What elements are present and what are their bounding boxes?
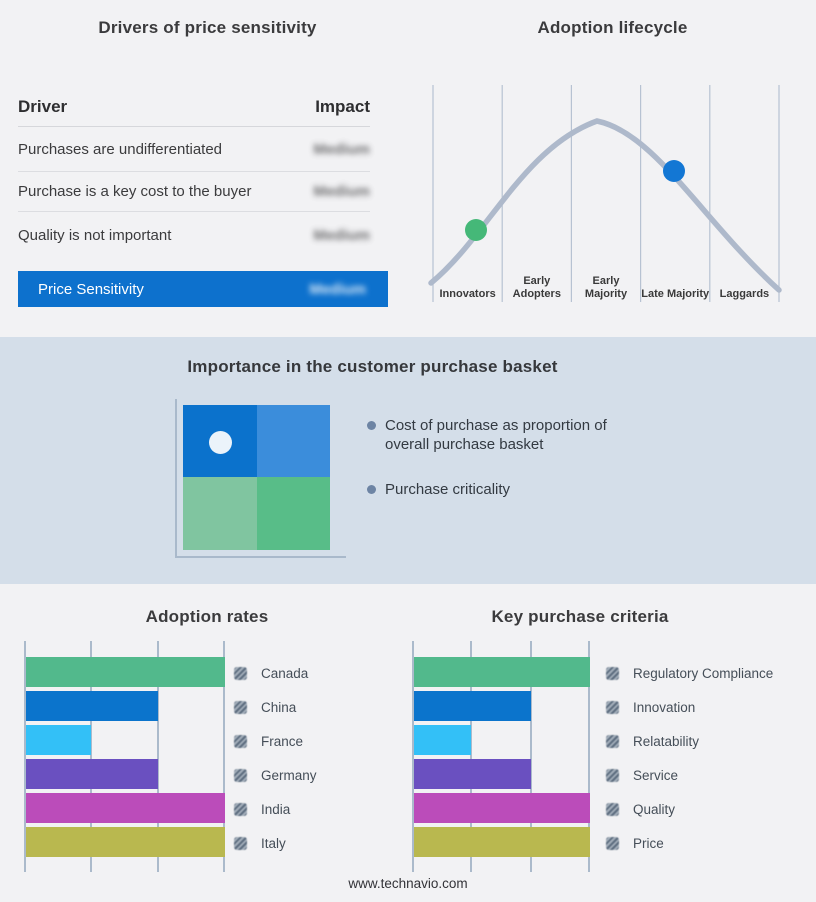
bullet-marker-icon xyxy=(367,421,376,430)
legend-label: India xyxy=(261,801,291,817)
bullet-item xyxy=(367,416,647,454)
bar-china xyxy=(26,691,158,721)
stage-label: Laggards xyxy=(719,288,770,301)
matrix-position-dot xyxy=(209,431,232,454)
matrix-quadrant-bottom-left xyxy=(183,477,257,550)
legend-item xyxy=(234,724,317,758)
legend-item xyxy=(606,758,773,792)
column-driver: Driver xyxy=(18,97,68,116)
lifecycle-panel-title: Adoption lifecycle xyxy=(537,18,688,37)
driver-row xyxy=(18,172,370,212)
legend-swatch-redacted-icon xyxy=(606,837,619,850)
basket-panel-title: Importance in the customer purchase basket xyxy=(187,357,558,376)
driver-cell: Purchase is a key cost to the buyer xyxy=(18,183,252,200)
bullet-marker-icon xyxy=(367,485,376,494)
website-url: www.technavio.com xyxy=(348,876,468,891)
purchase-basket-matrix xyxy=(183,405,330,550)
legend-label: Canada xyxy=(261,665,309,681)
bar-germany xyxy=(26,759,158,789)
innovators-marker-dot xyxy=(465,219,487,241)
matrix-quadrant-bottom-right xyxy=(257,477,330,550)
stage-label: Late Majority xyxy=(641,288,710,301)
legend-swatch-redacted-icon xyxy=(606,803,619,816)
legend-swatch-redacted-icon xyxy=(234,667,247,680)
stage-label: Early Adopters xyxy=(512,274,561,301)
bullet-text: Purchase criticality xyxy=(385,481,511,499)
legend-item xyxy=(606,826,773,860)
legend-item xyxy=(606,724,773,758)
drivers-panel-title: Drivers of price sensitivity xyxy=(98,18,317,37)
legend-label: Regulatory Compliance xyxy=(633,665,774,681)
bar-price xyxy=(414,827,590,857)
bar-india xyxy=(26,793,225,823)
matrix-axis-vertical xyxy=(175,399,177,558)
price-sensitivity-row xyxy=(18,271,388,307)
bell-curve xyxy=(431,121,779,290)
driver-row xyxy=(18,212,370,259)
legend-swatch-redacted-icon xyxy=(606,701,619,714)
key-purchase-criteria-plot xyxy=(412,641,590,872)
legend-swatch-redacted-icon xyxy=(234,803,247,816)
lifecycle-stage-labels xyxy=(433,272,779,302)
legend-swatch-redacted-icon xyxy=(606,735,619,748)
legend-item xyxy=(234,758,317,792)
matrix-quadrant-top-right xyxy=(257,405,330,477)
stage-label: Innovators xyxy=(439,288,496,301)
legend-item xyxy=(606,792,773,826)
late-majority-marker-dot xyxy=(663,160,685,182)
key-purchase-criteria-title: Key purchase criteria xyxy=(491,607,669,626)
price-sensitivity-impact-redacted: Medium xyxy=(309,280,366,298)
bullet-text: Cost of purchase as proportion of overall purchase basket xyxy=(385,417,607,454)
legend-swatch-redacted-icon xyxy=(234,701,247,714)
legend-label: Price xyxy=(633,835,664,851)
legend-label: Innovation xyxy=(633,699,696,715)
legend-label: Quality xyxy=(633,801,676,817)
drivers-table-body xyxy=(18,127,370,259)
legend-item xyxy=(234,792,317,826)
legend-label: China xyxy=(261,699,297,715)
stage-label: Early Majority xyxy=(584,274,628,301)
legend-item xyxy=(606,656,773,690)
impact-cell-redacted: Medium xyxy=(313,227,370,244)
column-impact: Impact xyxy=(315,97,370,116)
legend-label: France xyxy=(261,733,304,749)
bar-canada xyxy=(26,657,225,687)
legend-swatch-redacted-icon xyxy=(606,667,619,680)
legend-swatch-redacted-icon xyxy=(234,769,247,782)
adoption-rates-title: Adoption rates xyxy=(145,607,269,626)
basket-bullets xyxy=(367,416,647,500)
drivers-table xyxy=(18,88,370,259)
bar-innovation xyxy=(414,691,531,721)
bar-france xyxy=(26,725,91,755)
key-purchase-criteria-legend xyxy=(606,656,773,860)
legend-label: Germany xyxy=(261,767,317,783)
legend-item xyxy=(234,656,317,690)
legend-item xyxy=(234,690,317,724)
bar-relatability xyxy=(414,725,471,755)
bar-quality xyxy=(414,793,590,823)
adoption-rates-plot xyxy=(24,641,225,872)
legend-swatch-redacted-icon xyxy=(606,769,619,782)
impact-cell-redacted: Medium xyxy=(313,183,370,200)
legend-item xyxy=(234,826,317,860)
legend-item xyxy=(606,690,773,724)
bar-service xyxy=(414,759,531,789)
bar-regulatory-compliance xyxy=(414,657,590,687)
bar-italy xyxy=(26,827,225,857)
driver-row xyxy=(18,127,370,172)
legend-label: Service xyxy=(633,767,679,783)
legend-label: Relatability xyxy=(633,733,700,749)
lifecycle-gridlines xyxy=(433,85,779,302)
bullet-item xyxy=(367,480,647,499)
adoption-rates-legend xyxy=(234,656,317,860)
legend-label: Italy xyxy=(261,835,286,851)
drivers-table-header xyxy=(18,88,370,127)
legend-swatch-redacted-icon xyxy=(234,837,247,850)
legend-swatch-redacted-icon xyxy=(234,735,247,748)
matrix-axis-horizontal xyxy=(175,556,346,558)
driver-cell: Quality is not important xyxy=(18,227,172,244)
impact-cell-redacted: Medium xyxy=(313,140,370,158)
driver-cell: Purchases are undifferentiated xyxy=(18,140,223,158)
price-sensitivity-label: Price Sensitivity xyxy=(38,280,144,298)
